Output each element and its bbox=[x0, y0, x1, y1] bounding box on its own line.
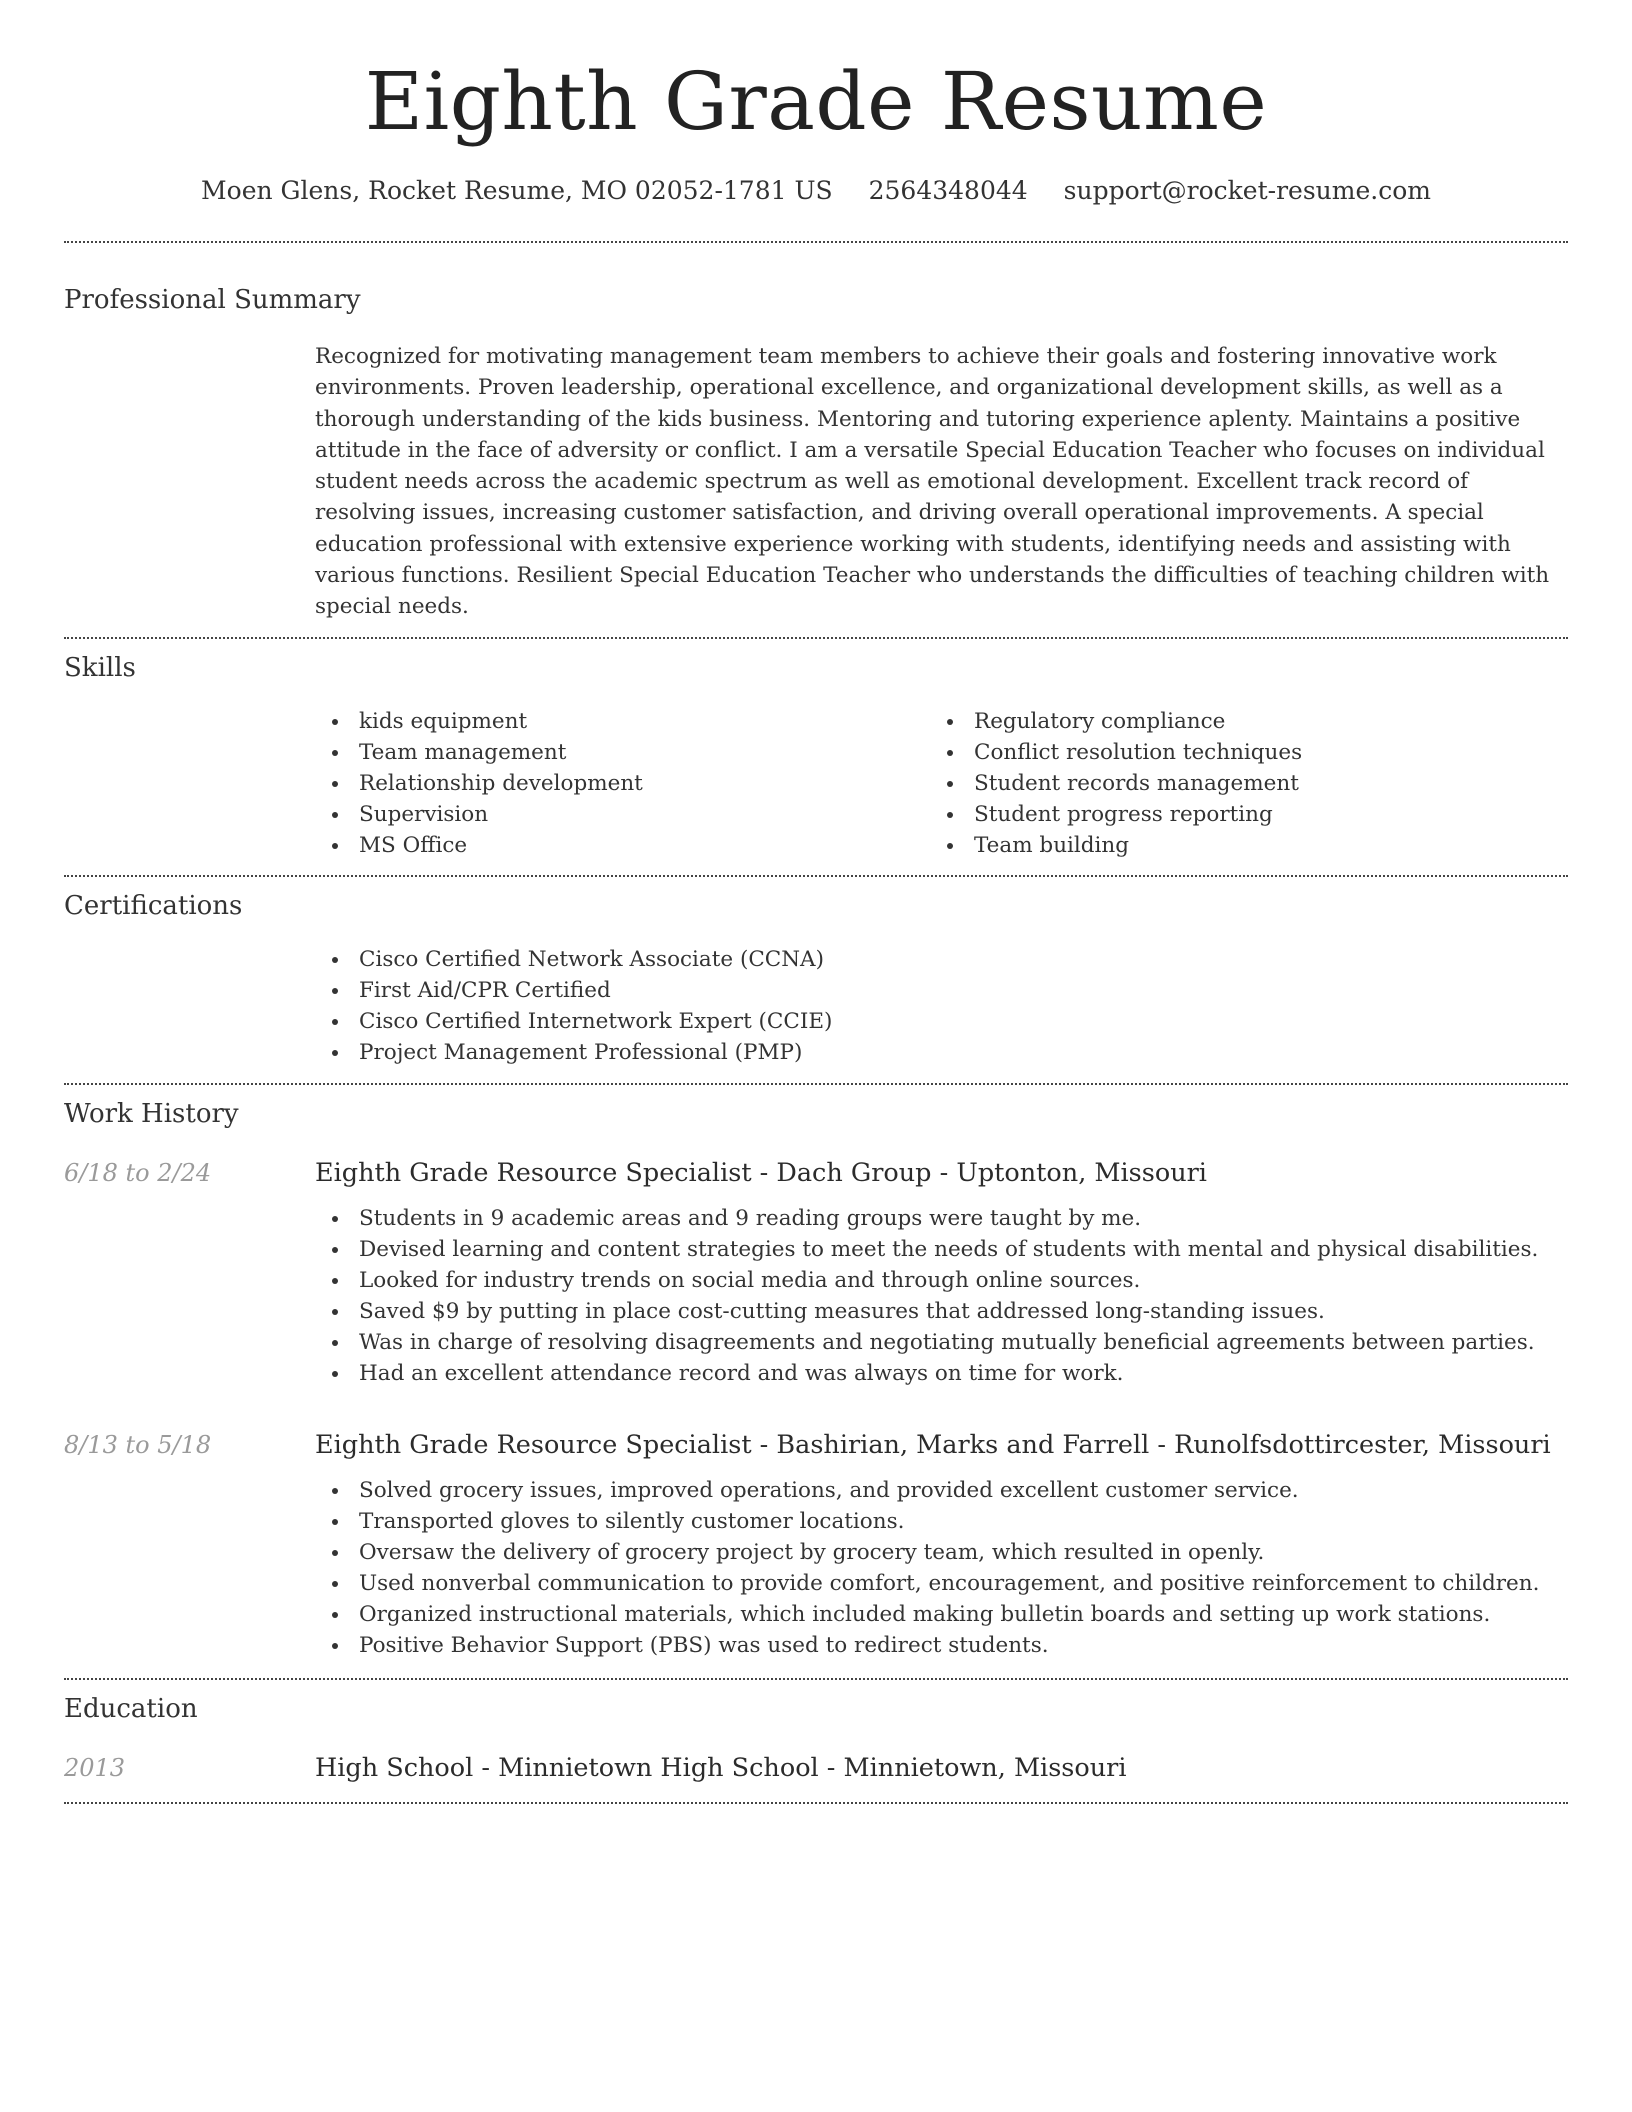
job-entry bbox=[64, 1429, 1568, 1678]
skills-list bbox=[315, 706, 1568, 875]
job-bullet: Positive Behavior Support (PBS) was used to redirect students. bbox=[315, 1630, 1551, 1661]
divider bbox=[64, 1802, 1568, 1804]
job-title: Eighth Grade Resource Specialist - Dach Group - Uptonton, Missouri bbox=[315, 1157, 1207, 1188]
education-details: High School - Minnietown High School - Minnietown, Missouri bbox=[315, 1752, 1127, 1783]
certification-item: Cisco Certified Internetwork Expert (CCIE) bbox=[315, 1006, 1568, 1037]
certifications-heading: Certifications bbox=[64, 890, 243, 921]
skill-item: Team management bbox=[315, 737, 930, 768]
job-bullet: Students in 9 academic areas and 9 reading groups were taught by me. bbox=[315, 1203, 1538, 1234]
email-text: support@rocket-resume.com bbox=[1063, 176, 1431, 205]
phone-text: 2564348044 bbox=[868, 176, 1028, 205]
work-history-section bbox=[64, 1097, 1568, 1678]
job-bullet: Saved $9 by putting in place cost-cutting measures that addressed long-standing issues. bbox=[315, 1296, 1538, 1327]
contact-info bbox=[64, 174, 1568, 208]
skill-item: Team building bbox=[930, 830, 1545, 861]
job-bullet-list bbox=[315, 1475, 1551, 1661]
job-bullet-list bbox=[315, 1203, 1538, 1389]
job-bullet: Was in charge of resolving disagreements and negotiating mutually beneficial agreements between parties. bbox=[315, 1327, 1538, 1358]
job-bullet: Used nonverbal communication to provide comfort, encouragement, and positive reinforcement to children. bbox=[315, 1568, 1551, 1599]
skills-section bbox=[64, 651, 1568, 875]
divider bbox=[64, 637, 1568, 639]
job-bullet: Had an excellent attendance record and was always on time for work. bbox=[315, 1358, 1538, 1389]
skill-item: MS Office bbox=[315, 830, 930, 861]
skills-column-left bbox=[315, 706, 930, 861]
work-history-heading: Work History bbox=[64, 1098, 239, 1129]
job-dates: 8/13 to 5/18 bbox=[64, 1430, 212, 1459]
skill-item: Regulatory compliance bbox=[930, 706, 1545, 737]
job-bullet: Devised learning and content strategies to meet the needs of students with mental and physical disabilities. bbox=[315, 1234, 1538, 1265]
divider bbox=[64, 875, 1568, 877]
job-bullet: Looked for industry trends on social media and through online sources. bbox=[315, 1265, 1538, 1296]
summary-heading: Professional Summary bbox=[64, 285, 361, 315]
job-dates: 6/18 to 2/24 bbox=[64, 1158, 212, 1187]
skills-column-right bbox=[930, 706, 1545, 861]
skill-item: kids equipment bbox=[315, 706, 930, 737]
certifications-section bbox=[64, 889, 1568, 1083]
summary-section bbox=[64, 283, 1568, 637]
divider bbox=[64, 241, 1568, 243]
summary-text: Recognized for motivating management team members to achieve their goals and fostering innovative work environments. Proven leadership, operational excellence, and organizational development skills, as well as a thorough understanding of the kids business. Mentoring and tutoring experience aplenty. Maintains a positive attitude in the face of adversity or conflict. I am a versatile Special Education Teacher who focuses on individual student needs across the academic spectrum as well as emotional development. Excellent track record of resolving issues, increasing customer satisfaction, and driving overall operational improvements. A special education professional with extensive experience working with students, identifying needs and assisting with various functions. Resilient Special Education Teacher who understands the difficulties of teaching children with special needs. bbox=[315, 344, 1550, 620]
skill-item: Supervision bbox=[315, 799, 930, 830]
job-details bbox=[315, 1157, 1538, 1389]
resume-header bbox=[64, 0, 1568, 208]
certifications-list bbox=[315, 944, 1568, 1083]
skill-item: Student progress reporting bbox=[930, 799, 1545, 830]
skill-item: Conflict resolution techniques bbox=[930, 737, 1545, 768]
job-entry bbox=[64, 1157, 1568, 1389]
education-entry bbox=[64, 1752, 1568, 1802]
education-year: 2013 bbox=[64, 1753, 126, 1782]
job-details bbox=[315, 1429, 1551, 1661]
certification-item: First Aid/CPR Certified bbox=[315, 975, 1568, 1006]
education-heading: Education bbox=[64, 1693, 198, 1724]
certification-item: Project Management Professional (PMP) bbox=[315, 1037, 1568, 1068]
candidate-name: Eighth Grade Resume bbox=[364, 55, 1268, 148]
skills-heading: Skills bbox=[64, 652, 136, 683]
job-bullet: Solved grocery issues, improved operations, and provided excellent customer service. bbox=[315, 1475, 1551, 1506]
skill-item: Relationship development bbox=[315, 768, 930, 799]
job-title: Eighth Grade Resource Specialist - Bashirian, Marks and Farrell - Runolfsdottircester, Missouri bbox=[315, 1429, 1551, 1460]
job-bullet: Oversaw the delivery of grocery project by grocery team, which resulted in openly. bbox=[315, 1537, 1551, 1568]
skill-item: Student records management bbox=[930, 768, 1545, 799]
divider bbox=[64, 1678, 1568, 1680]
resume-page bbox=[64, 0, 1568, 1804]
certification-item: Cisco Certified Network Associate (CCNA) bbox=[315, 944, 1568, 975]
education-section bbox=[64, 1692, 1568, 1802]
divider bbox=[64, 1083, 1568, 1085]
job-bullet: Transported gloves to silently customer locations. bbox=[315, 1506, 1551, 1537]
job-bullet: Organized instructional materials, which included making bulletin boards and setting up work stations. bbox=[315, 1599, 1551, 1630]
address-text: Moen Glens, Rocket Resume, MO 02052-1781 US bbox=[201, 176, 833, 205]
